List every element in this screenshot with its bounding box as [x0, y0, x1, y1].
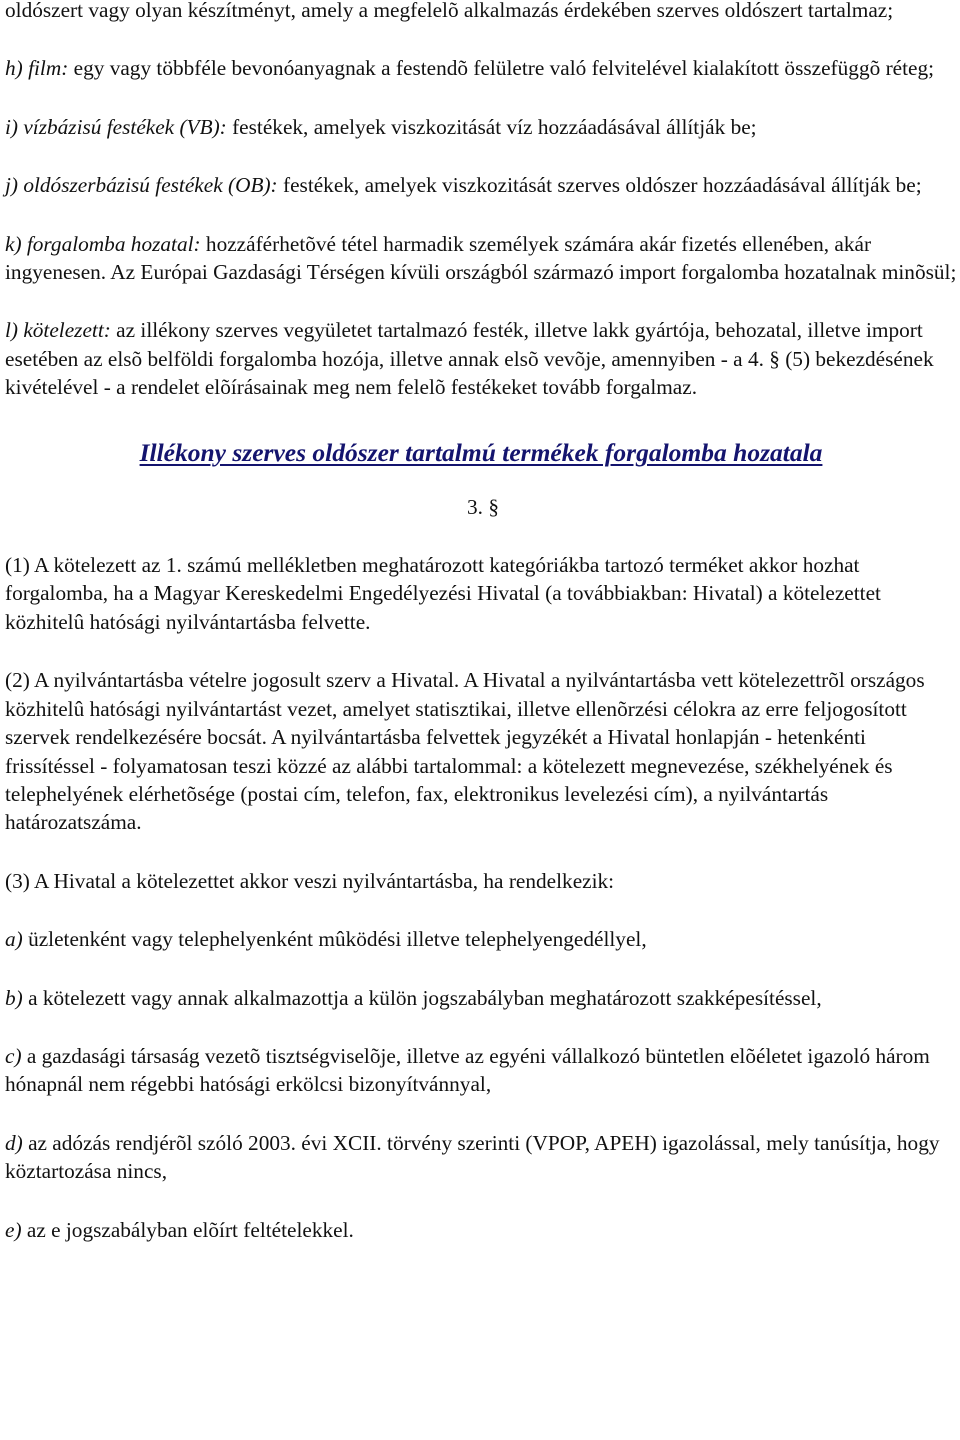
paragraph-1: (1) A kötelezett az 1. számú mellékletben meghatározott kategóriákba tartozó terméket akkor hozhat forgalomba, ha a Magyar Kereskedelmi Engedélyezési Hivatal (a továbbiakban: Hivatal) a kötelezettet közhitelû hatósági nyilvántartásba felvette. — [5, 553, 881, 634]
section-number: 3. § — [467, 494, 499, 519]
definition-term: j) oldószerbázisú festékek (OB): — [5, 173, 278, 198]
definition-text: az illékony szerves vegyületet tartalmazó festék, illetve lakk gyártója, behozatal, illetve import esetében az elsõ belföldi forgalomba hozója, illetve annak elsõ vevõje, amennyiben - a 4. § (5) bekezdésének kivételével - a rendelet elõírásainak meg nem felelõ festékeket tovább forgalmaz. — [5, 318, 934, 400]
definition-i — [5, 113, 957, 141]
definition-h — [5, 54, 957, 82]
definition-text: egy vagy többféle bevonóanyagnak a festendõ felületre való felvitelével kialakított összefüggõ réteg; — [68, 56, 935, 81]
list-item-text: a kötelezett vagy annak alkalmazottja a külön jogszabályban meghatározott szakképesítéssel, — [22, 985, 822, 1010]
section-heading: Illékony szerves oldószer tartalmú termékek forgalomba hozatala — [139, 437, 823, 467]
list-item-b — [5, 984, 957, 1012]
definition-term: h) film: — [5, 56, 69, 81]
list-item-text: az adózás rendjérõl szóló 2003. évi XCII. törvény szerinti (VPOP, APEH) igazolással, mely tanúsítja, hogy köztartozása nincs, — [5, 1130, 940, 1184]
list-item-d — [5, 1129, 957, 1186]
paragraph-continuation — [5, 0, 957, 24]
list-item-marker: b) — [5, 985, 23, 1010]
paragraph-text: oldószert vagy olyan készítményt, amely a megfelelõ alkalmazás érdekében szerves oldószert tartalmaz; — [5, 0, 894, 22]
list-item-e — [5, 1216, 957, 1244]
definition-text: festékek, amelyek viszkozitását szerves oldószer hozzáadásával állítják be; — [277, 173, 922, 198]
list-item-marker: d) — [5, 1130, 23, 1155]
list-item-marker: c) — [5, 1043, 22, 1068]
definition-l — [5, 316, 957, 401]
list-item-marker: e) — [5, 1217, 22, 1242]
definition-term: k) forgalomba hozatal: — [5, 231, 201, 256]
list-item-text: az e jogszabályban elõírt feltételekkel. — [21, 1217, 354, 1242]
list-item-text: a gazdasági társaság vezetõ tisztségviselõje, illetve az egyéni vállalkozó büntetlen elõéletet igazoló három hónapnál nem régebbi hatósági erkölcsi bizonyítvánnyal, — [5, 1043, 930, 1097]
definition-text: hozzáférhetõvé tétel harmadik személyek számára akár fizetés ellenében, akár ingyenesen. Az Európai Gazdasági Térségen kívüli országból származó import forgalomba hozatalnak minõsül; — [5, 231, 957, 285]
definition-k — [5, 230, 957, 287]
document-page — [5, 0, 957, 1244]
paragraph-2: (2) A nyilvántartásba vételre jogosult szerv a Hivatal. A Hivatal a nyilvántartásba vett kötelezettrõl országos közhitelû hatósági nyilvántartást vezet, amelyet statisztikai, illetve ellenõrzési célokra az erre feljogosított szervek rendelkezésére bocsát. A nyilvántartásba felvettek jegyzékét a Hivatal honlapján - hetenkénti frissítéssel - folyamatosan teszi közzé az alábbi tartalommal: a kötelezett megnevezése, székhelyének és telephelyének elérhetõsége (postai cím, telefon, fax, elektronikus levelezési cím), a nyilvántartás határozatszáma. — [5, 668, 925, 835]
list-item-text: üzletenként vagy telephelyenként mûködési illetve telephelyengedéllyel, — [22, 927, 647, 952]
definition-j — [5, 171, 957, 199]
definition-term: l) kötelezett: — [5, 318, 111, 343]
list-item-a — [5, 925, 957, 953]
list-item-marker: a) — [5, 927, 23, 952]
definition-text: festékek, amelyek viszkozitását víz hozzáadásával állítják be; — [226, 114, 757, 139]
paragraph-3: (3) A Hivatal a kötelezettet akkor veszi nyilvántartásba, ha rendelkezik: — [5, 868, 615, 893]
list-item-c — [5, 1042, 957, 1099]
definition-term: i) vízbázisú festékek (VB): — [5, 114, 227, 139]
